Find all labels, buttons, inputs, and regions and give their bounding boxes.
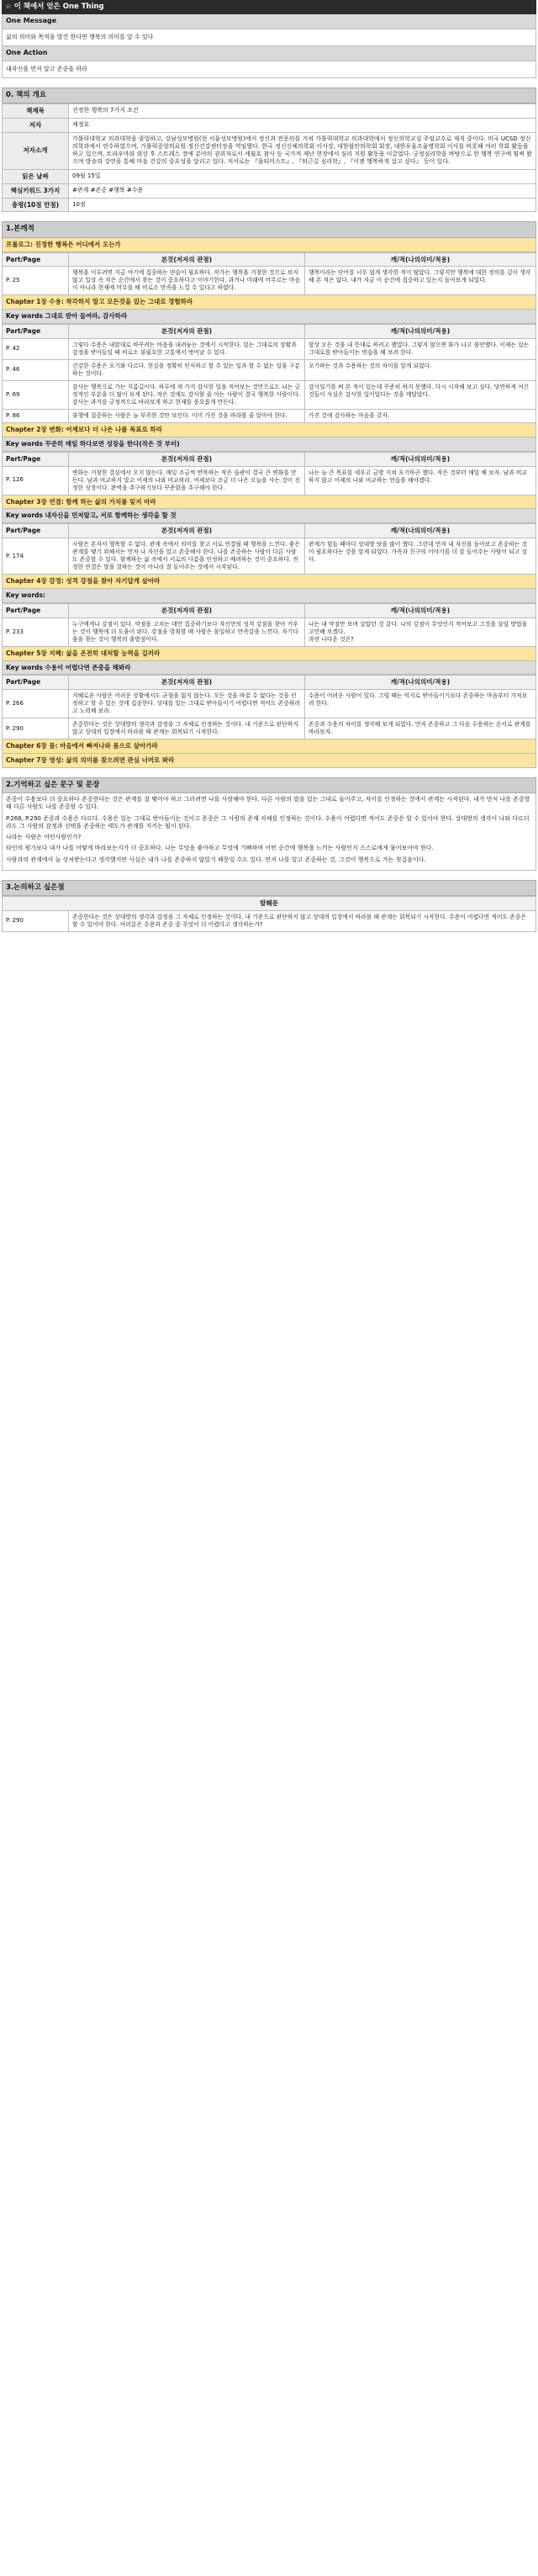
quotes-heading: 2.기억하고 싶은 문구 및 문장 [2, 777, 536, 793]
overview-row [3, 198, 536, 212]
note-row [3, 538, 536, 575]
note-my-text: 나는 늘 큰 목표를 세우고 금방 지쳐 포기하곤 했다. 작은 것부터 매일 해 보자. 남과 비교하지 않고 어제의 나와 비교하는 연습을 해야겠다. [305, 466, 536, 495]
note-page: P. 126 [3, 466, 69, 495]
overview-value: 09월 15일 [69, 169, 536, 183]
discussion-text: 존중한다는 것은 상대방의 생각과 감정을 그 자체로 인정하는 것이다. 내 기준으로 판단하지 않고 상대의 입장에서 바라볼 때 관계는 회복되기 시작한다. 수용이 어렵다면 적어도 존중은 할 수 있어야 한다. 여러분은 수용과 존중 중 무엇이 더 어렵다고 생각하는가? [69, 910, 536, 931]
note-my-text: 존중과 수용의 차이를 생각해 보게 되었다. 먼저 존중하고 그 다음 수용하는 순서로 관계를 바라보자. [305, 718, 536, 739]
overview-row [3, 183, 536, 198]
col-author-view: 본것(저자의 관점) [69, 252, 305, 267]
col-part-page: Part/Page [3, 524, 69, 538]
keyword-bar: Key words 내자신을 먼저알고, 서로 함께하는 생각을 할 것 [2, 509, 536, 523]
col-part-page: Part/Page [3, 325, 69, 339]
chapter-bar: Chapter 6장 몸: 마음에서 빠져나와 몸으로 살아가라 [2, 739, 536, 754]
notes-table [2, 324, 536, 423]
note-my-text: 수용이 어려운 사람이 있다. 그럴 때는 억지로 받아들이기보다 존중하는 마음부터 가져보려 한다. [305, 690, 536, 718]
one-action-text: 내자신을 먼저 알고 존중을 하라 [2, 61, 536, 78]
chapter-bar: Chapter 2장 변화: 어제보다 더 나은 나를 목표로 하라 [2, 423, 536, 437]
quote-paragraph: 사람과의 관계에서 늘 상처받는다고 생각했지만 사실은 내가 나를 존중하지 않았기 때문일 수도 있다. 먼저 나를 알고 존중하는 것, 그것이 행복으로 가는 첫걸음이다. [6, 856, 426, 863]
notes-header-row [3, 676, 536, 690]
note-my-text: 가진 것에 감사하는 마음을 갖자. [305, 409, 536, 422]
page [2, 0, 536, 932]
col-part-page: Part/Page [3, 676, 69, 690]
overview-value: 가톨릭대학교 의과대학을 졸업하고, 강남성모병원(현 서울성모병원)에서 정신과 전문의를 거쳐 가톨릭대학교 의과대학에서 정신의학교실 주임교수로 재직 중이다. 미국 UCSD 정신의학과에서 연수하였으며, 가톨릭중앙의료원 정신건강센터장을 역임했다. 한국 정신신체의학회 이사장, 대한불안의학회 회장, 대한우울조울병학회 이사를 비롯해 여러 학회 활동을 하고 있으며, 트라우마와 외상 후 스트레스 장애 분야의 권위자로서 세월호 참사 등 국가적 재난 현장에서 심리 지원 활동을 이끌었다. 긍정심리학을 바탕으로 한 행복 연구에 힘써 왔으며 방송과 강연을 통해 마음 건강의 중요성을 알리고 있다. 저서로는 『옵티미스트』, 『퇴근길 심리학』, 『이젠 행복하게 살고 싶다』 등이 있다. [69, 132, 536, 169]
col-my-application: 깨/적(나의의미/적용) [305, 524, 536, 538]
chapter-bar: Chapter 7장 영성: 삶의 의미를 찾으려면 관심 너머로 봐라 [2, 754, 536, 768]
col-author-view: 본것(저자의 관점) [69, 603, 305, 617]
col-author-view: 본것(저자의 관점) [69, 452, 305, 466]
note-author-text: 건강한 수용은 포기와 다르다. 현실을 정확히 인식하고 할 수 있는 일과 할 수 없는 일을 구분하는 것이다. [69, 359, 305, 380]
one-message-label: One Message [2, 14, 536, 29]
note-page: P. 266 [3, 690, 69, 718]
note-author-text: 행복을 이루려면 지금 여기에 집중하는 연습이 필요하다. 작가는 행복을 거창한 것으로 보지 않고 일상 속 작은 순간에서 찾는 것이 중요하다고 이야기한다. 과거나 미래에 머무르는 마음이 아니라 현재에 머무를 때 비로소 만족을 느낄 수 있다고 하였다. [69, 267, 305, 295]
notes-header-row [3, 524, 536, 538]
overview-key: 저자 [3, 118, 69, 132]
overview-row [3, 132, 536, 169]
col-my-application: 깨/적(나의의미/적용) [305, 603, 536, 617]
overview-row [3, 118, 536, 132]
note-row [3, 617, 536, 646]
note-page: P. 42 [3, 338, 69, 359]
col-part-page: Part/Page [3, 603, 69, 617]
col-author-view: 본것(저자의 관점) [69, 524, 305, 538]
note-row [3, 718, 536, 739]
col-part-page: Part/Page [3, 452, 69, 466]
note-author-text: 누구에게나 강점이 있다. 약점을 고치는 데만 집중하기보다 자신만의 성격 강점을 찾아 키우는 것이 행복에 더 도움이 된다. 강점을 발휘할 때 사람은 몰입하고 만족감을 느낀다. 자기다움을 찾는 것이 행복의 출발점이다. [69, 617, 305, 646]
notes-heading: 1.본깨적 [2, 221, 536, 237]
col-my-application: 깨/적(나의의미/적용) [305, 676, 536, 690]
quote-paragraph: 타인의 평가보다 내가 나를 어떻게 바라보는지가 더 중요하다. 나는 무엇을 좋아하고 무엇에 기뻐하며 어떤 순간에 행복을 느끼는 사람인지 스스로에게 물어보아야 한다. [6, 845, 434, 852]
keyword-bar: Key words 그대로 받아 들여라, 감사하라 [2, 310, 536, 324]
note-my-text: 포기하는 것과 수용하는 것의 차이를 알게 되었다. [305, 359, 536, 380]
note-row [3, 466, 536, 495]
chapter-bar: Chapter 3장 연결: 함께 하는 삶의 가치를 잊지 마라 [2, 496, 536, 510]
one-action-label: One Action [2, 46, 536, 61]
notes-table [2, 675, 536, 739]
note-row [3, 359, 536, 380]
note-author-text: 그렇다 수용은 내맘대로 바꾸려는 마음을 내려놓는 것에서 시작한다. 있는 그대로의 상황과 감정을 받아들일 때 비로소 불필요한 고통에서 벗어날 수 있다. [69, 338, 305, 359]
note-page: P. 233 [3, 617, 69, 646]
overview-value: 10점 [69, 198, 536, 212]
note-my-text: 나는 내 약점만 보며 살았던 것 같다. 나의 강점이 무엇인지 적어보고 그것을 살릴 방법을 고민해 보겠다. 과연 나다운 것은? [305, 617, 536, 646]
chapter-bar: Chapter 5장 지혜: 삶을 온전히 대처할 능력을 길러라 [2, 647, 536, 661]
quote-paragraph: 존중이 수용보다 더 중요하다 존중한다는 것은 관계를 잘 맺어야 하고 그러려면 나를 사랑해야 한다. 다른 사람의 말을 있는 그대로 들어주고, 차이를 인정하는 것에서 관계는 시작된다. 내가 먼저 나를 존중할 때 다른 사람도 나를 존중할 수 있다. [6, 796, 530, 811]
overview-row [3, 169, 536, 183]
notes-header-row [3, 252, 536, 267]
one-message-text: 삶의 의미와 목적을 발견 한다면 행복의 의미를 알 수 있다 [2, 29, 536, 46]
col-author-view: 본것(저자의 관점) [69, 325, 305, 339]
discussion-row [3, 910, 536, 931]
one-thing-title: ☆ 이 책에서 얻은 One Thing [2, 0, 536, 14]
note-author-text: 지혜로운 사람은 어려운 상황에서도 균형을 잃지 않는다. 모든 것을 바꿀 수 없다는 것을 인정하고 할 수 있는 것에 집중한다. 상대를 있는 그대로 받아들이기 어렵다면 적어도 존중하려고 노력해 보라. [69, 690, 305, 718]
notes-header-row [3, 452, 536, 466]
note-page: P. 25 [3, 267, 69, 295]
note-row [3, 380, 536, 409]
overview-key: 저자소개 [3, 132, 69, 169]
overview-key: 총평(10점 만점) [3, 198, 69, 212]
excerpt-header: 발췌문 [3, 897, 536, 911]
keyword-bar: Key words 수용이 어렵다면 존중을 해봐라 [2, 661, 536, 676]
col-author-view: 본것(저자의 관점) [69, 676, 305, 690]
notes-table [2, 452, 536, 496]
note-row [3, 267, 536, 295]
notes-table [2, 523, 536, 575]
note-row [3, 690, 536, 718]
col-my-application: 깨/적(나의의미/적용) [305, 452, 536, 466]
notes-table [2, 252, 536, 296]
col-part-page: Part/Page [3, 252, 69, 267]
col-my-application: 깨/적(나의의미/적용) [305, 252, 536, 267]
notes-header-row [3, 325, 536, 339]
quote-paragraph: 나라는 사람은 어떤사람인가? [6, 834, 82, 841]
note-my-text: 항상 모든 것을 내 뜻대로 하려고 했었다. 그렇지 않으면 화가 나고 불안했다. 이제는 있는 그대로를 받아들이는 연습을 해 보려 한다. [305, 338, 536, 359]
note-page: P. 46 [3, 359, 69, 380]
note-page: P. 174 [3, 538, 69, 575]
overview-value: #관계 #존중 #행복 #수용 [69, 183, 536, 198]
overview-key: 책제목 [3, 104, 69, 119]
note-row [3, 409, 536, 422]
note-row [3, 338, 536, 359]
quote-paragraph: P.266, P.290 존중과 수용은 다르다. 수용은 있는 그대로 받아들이는 것이고 존중은 그 사람의 존재 자체를 인정하는 것이다. 수용이 어렵다면 적어도 존중은 할 수 있어야 한다. 상대방의 생각이 나와 다르더라도 그 사람의 감정과 선택을 존중하는 태도가 관계를 지키는 힘이 된다. [6, 814, 530, 830]
keyword-bar: Key words 꾸준히 매일 하다보면 성장을 한다(작은 것 부터) [2, 437, 536, 452]
overview-key: 핵심키워드 3가지 [3, 183, 69, 198]
note-my-text: 행복이라는 단어를 너무 쉽게 생각한 적이 많았다. 그렇지만 행복에 대한 정의를 깊이 생각해 본 적은 없다. 내가 지금 이 순간에 집중하고 있는지 돌아보게 되었다. [305, 267, 536, 295]
note-author-text: 감사는 행복으로 가는 지름길이다. 하루에 세 가지 감사한 일을 적어보는 것만으로도 뇌는 긍정적인 부분을 더 많이 보게 된다. 작은 것에도 감사할 줄 아는 사람이 결국 행복한 사람이다. 감사는 과거를 긍정적으로 바라보게 하고 현재를 풍요롭게 만든다. [69, 380, 305, 409]
overview-key: 읽은 날짜 [3, 169, 69, 183]
col-my-application: 깨/적(나의의미/적용) [305, 325, 536, 339]
note-my-text: 감사일기를 써 본 적이 있는데 꾸준히 하지 못했다. 다시 시작해 보고 싶다. 당연하게 여긴 것들이 사실은 감사한 일이었다는 것을 깨달았다. [305, 380, 536, 409]
discussion-table [2, 896, 536, 932]
keyword-bar: Key words: [2, 589, 536, 603]
notes-header-row [3, 603, 536, 617]
note-page: P. 290 [3, 718, 69, 739]
overview-value: 채정호 [69, 118, 536, 132]
quotes-body [2, 793, 536, 871]
prologue-bar: 프롤로그: 진정한 행복은 어디에서 오는가 [2, 238, 536, 252]
note-page: P. 86 [3, 409, 69, 422]
note-author-text: 사람은 혼자서 행복할 수 없다. 관계 속에서 의미를 찾고 서로 연결될 때 행복을 느낀다. 좋은 관계를 맺기 위해서는 먼저 나 자신을 알고 존중해야 한다. 나를 존중하는 사람이 다른 사람도 존중할 수 있다. 함께하는 삶 속에서 서로의 다름을 인정하고 배려하는 것이 중요하다. 진정한 연결은 말을 잘하는 것이 아니라 잘 들어주는 것에서 시작된다. [69, 538, 305, 575]
note-my-text: 관계가 힘들 때마다 상대방 탓을 많이 했다. 그런데 먼저 내 자신을 돌아보고 존중하는 것이 필요하다는 것을 알게 되었다. 가족과 친구의 이야기를 더 잘 들어주는 사람이 되고 싶다. [305, 538, 536, 575]
chapter-bar: Chapter 4장 감정: 성격 강점을 찾아 자기답게 살아라 [2, 575, 536, 589]
note-author-text: 불행에 집중하는 사람은 늘 부족한 것만 보인다. 이미 가진 것을 바라볼 줄 알아야 한다. [69, 409, 305, 422]
overview-row [3, 104, 536, 119]
note-author-text: 존중한다는 것은 상대방의 생각과 감정을 그 자체로 인정하는 것이다. 내 기준으로 판단하지 않고 상대의 입장에서 바라볼 때 관계는 회복되기 시작한다. [69, 718, 305, 739]
chapter-bar: Chapter 1장 수용: 착각하지 말고 모든것을 있는 그대로 경험하라 [2, 295, 536, 310]
overview-value: 진정한 행복의 7가지 조건 [69, 104, 536, 119]
note-page: P. 69 [3, 380, 69, 409]
note-author-text: 변화는 거창한 결심에서 오지 않는다. 매일 조금씩 반복하는 작은 습관이 결국 큰 변화를 만든다. 남과 비교하지 말고 어제의 나와 비교하라. 어제보다 조금 더 나은 오늘을 사는 것이 진정한 성장이다. 완벽을 추구하기보다 꾸준함을 추구해야 한다. [69, 466, 305, 495]
overview-heading: 0. 책의 개요 [2, 87, 536, 103]
notes-body [2, 252, 536, 768]
discussion-page: P. 290 [3, 910, 69, 931]
notes-table [2, 603, 536, 647]
discussion-heading: 3.논의하고 싶은점 [2, 880, 536, 896]
overview-table [2, 103, 536, 212]
